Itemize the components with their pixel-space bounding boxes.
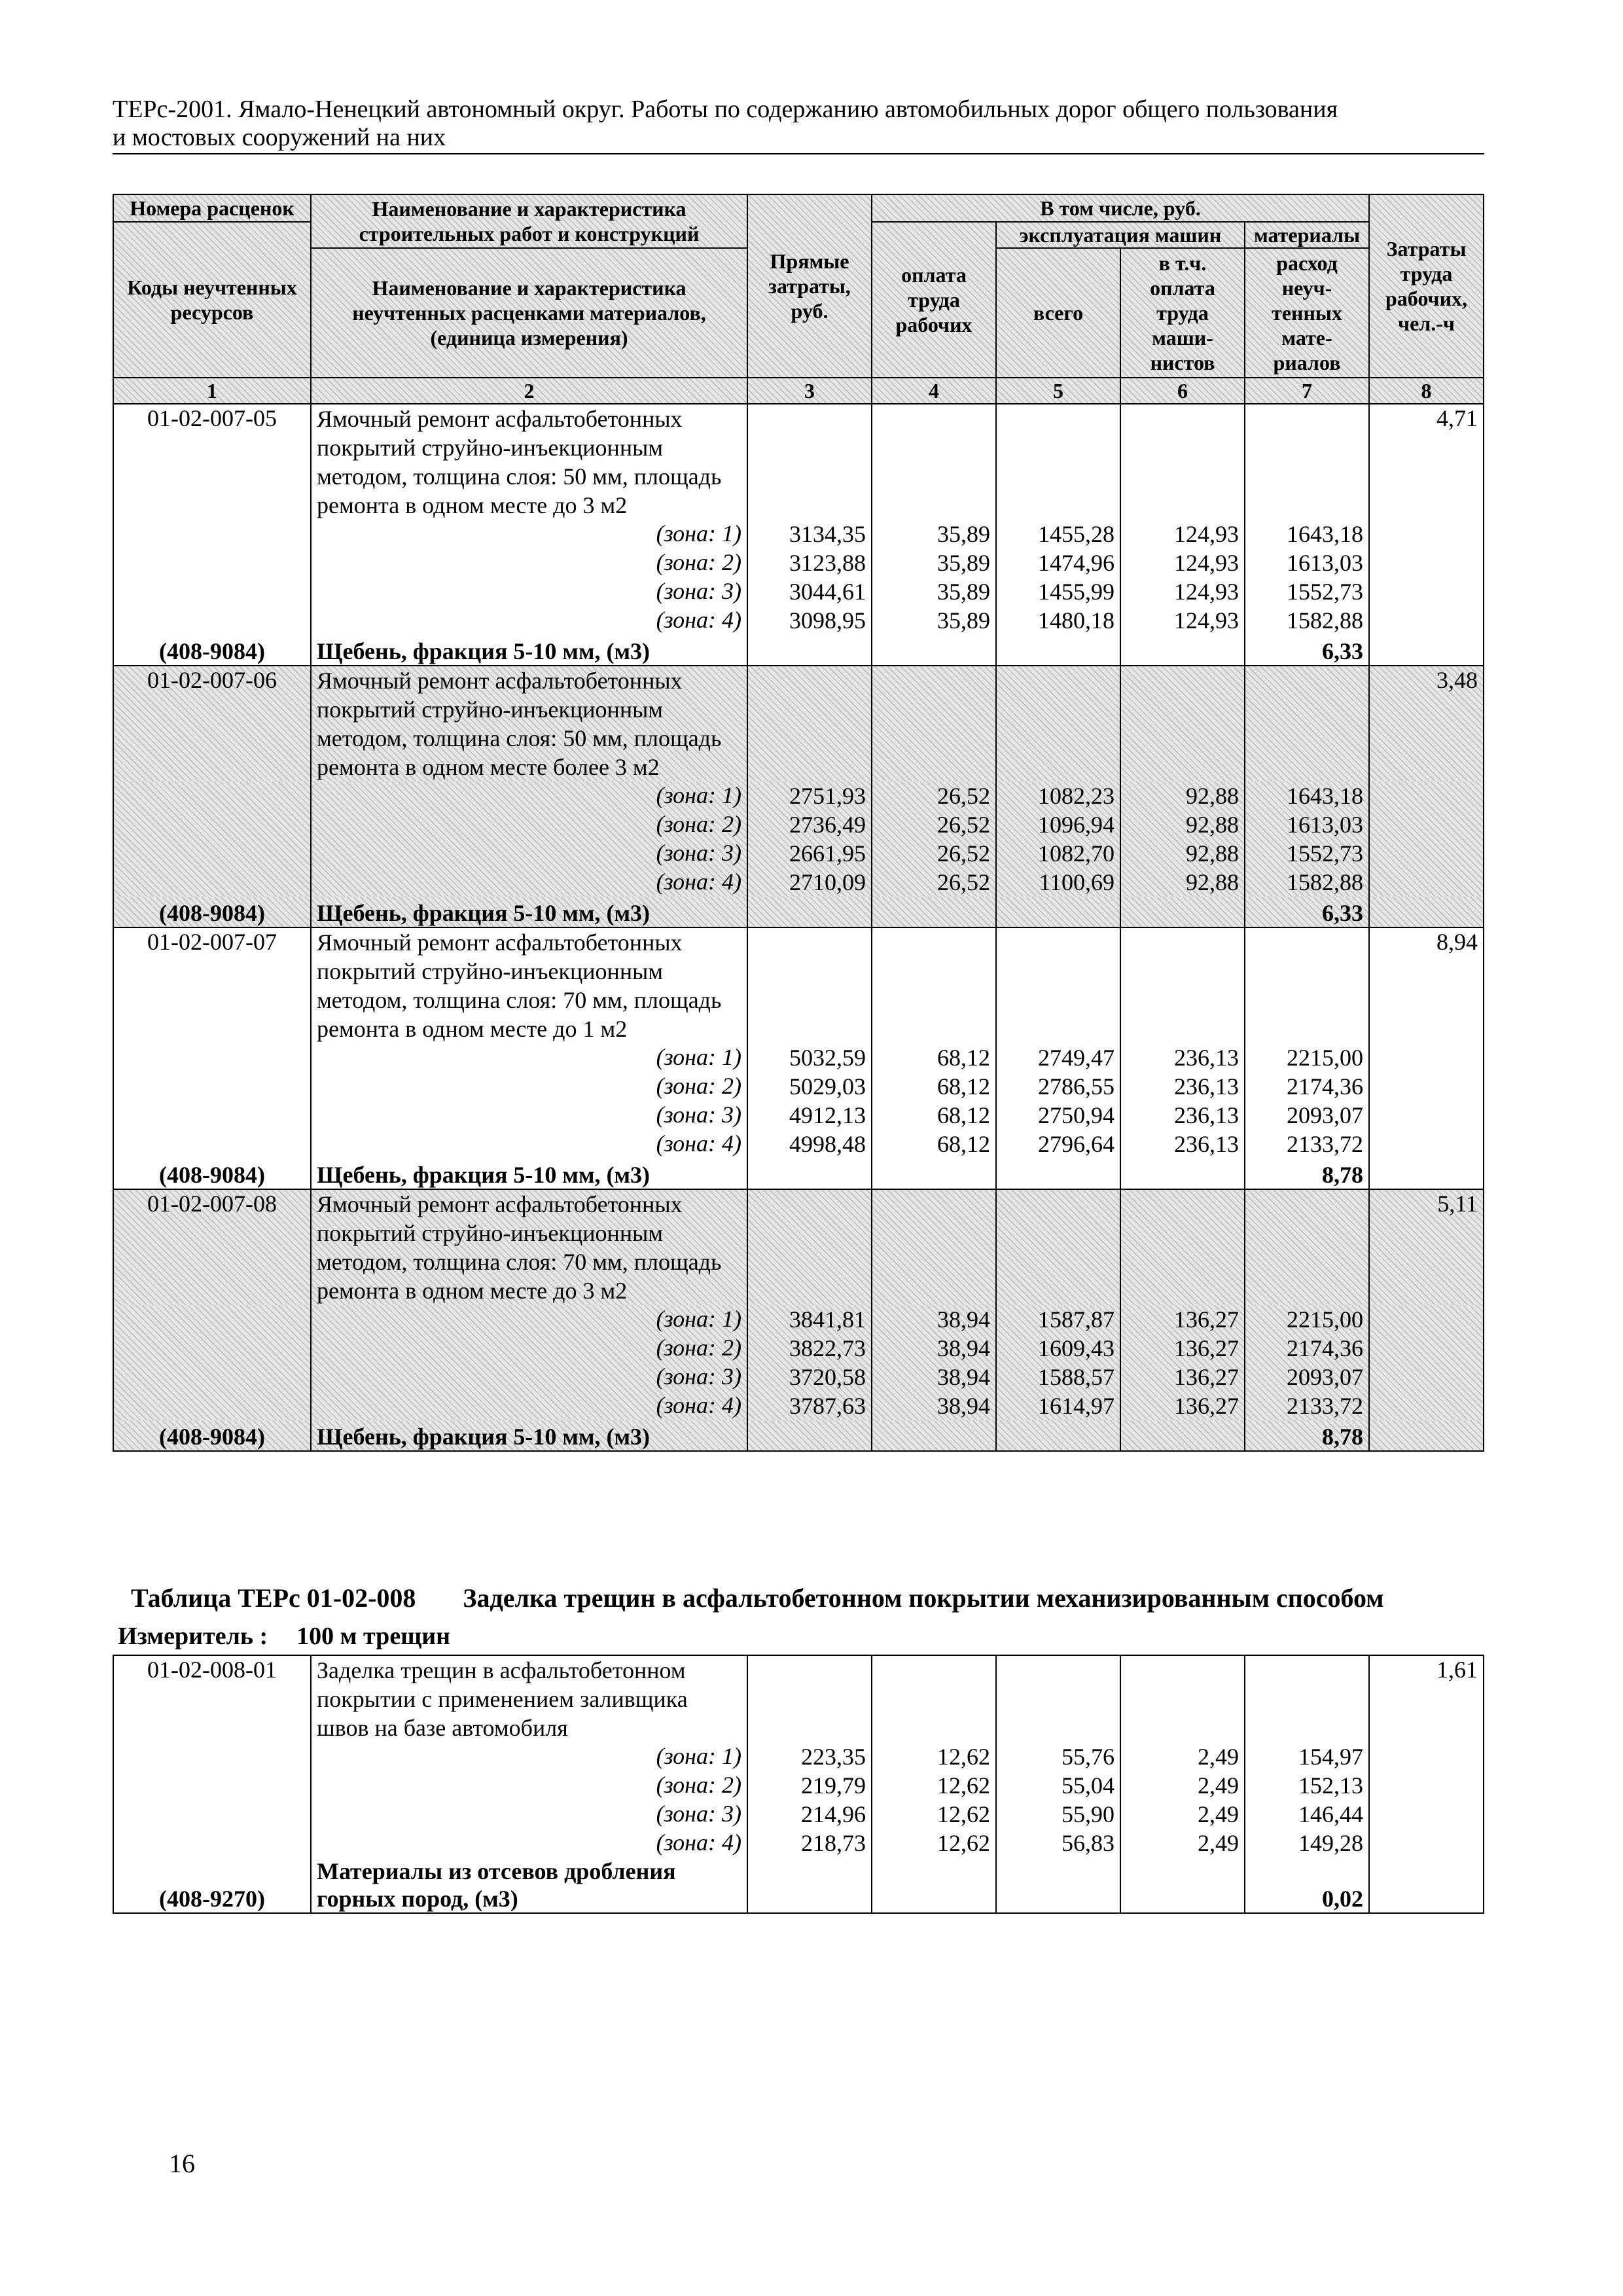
material-value: 8,78 <box>1245 1420 1369 1451</box>
rate-row <box>113 1655 1484 1742</box>
wages-value: 68,12 <box>937 1102 990 1128</box>
wages-value: 12,62 <box>937 1801 990 1827</box>
empty-cell <box>872 927 996 1043</box>
materials-value: 152,13 <box>1298 1772 1363 1799</box>
material-row <box>113 1857 1484 1913</box>
machines-header: эксплуатация машин <box>996 222 1245 248</box>
rate-code: 01-02-007-06 <box>113 666 311 781</box>
direct-value: 3134,35 <box>789 521 866 547</box>
rate-row <box>113 1189 1484 1305</box>
machines-value: 1474,96 <box>1038 550 1115 576</box>
table2-body <box>113 1655 1484 1913</box>
empty-cell <box>1369 1158 1484 1189</box>
empty-cell <box>996 1158 1120 1189</box>
direct-value: 2661,95 <box>789 840 866 867</box>
rate-name: Ямочный ремонт асфальтобетонных покрытий струйно-инъекционным методом, толщина слоя: 70 мм, площадь ремонта в одном месте до 3 м2 <box>311 1189 747 1305</box>
wages-value: 26,52 <box>937 812 990 838</box>
operators-value: 124,93 <box>1174 579 1239 605</box>
material-code: (408-9084) <box>113 1158 311 1189</box>
rate-row <box>113 927 1484 1043</box>
wages-value: 68,12 <box>937 1073 990 1100</box>
operators-value: 92,88 <box>1186 840 1239 867</box>
wages-value: 35,89 <box>937 521 990 547</box>
empty-cell <box>872 404 996 520</box>
rates-body <box>113 404 1484 1451</box>
col3-header: Прямые затраты, руб. <box>747 194 872 378</box>
wages-values <box>872 1305 996 1420</box>
operators-values <box>1120 520 1245 635</box>
zone-label: (зона: 1) <box>656 1306 741 1332</box>
zone-labels <box>311 781 747 897</box>
materials-value: 1643,18 <box>1287 783 1363 809</box>
direct-value: 2736,49 <box>789 812 866 838</box>
machines-value: 2750,94 <box>1038 1102 1115 1128</box>
column-number: 1 <box>113 378 311 404</box>
column-number: 3 <box>747 378 872 404</box>
empty-cell <box>1245 404 1369 520</box>
materials-value: 2093,07 <box>1287 1364 1363 1390</box>
rate-code: 01-02-007-05 <box>113 404 311 520</box>
col4-header: оплата труда рабочих <box>872 222 996 378</box>
machines-value: 2796,64 <box>1038 1131 1115 1157</box>
zone-label: (зона: 3) <box>656 1801 741 1827</box>
wages-value: 35,89 <box>937 579 990 605</box>
materials-values <box>1245 520 1369 635</box>
empty-cell <box>996 1857 1120 1913</box>
direct-value: 4998,48 <box>789 1131 866 1157</box>
materials-value: 146,44 <box>1298 1801 1363 1827</box>
empty-cell <box>1245 1189 1369 1305</box>
zone-labels <box>311 1305 747 1420</box>
labor-cost: 4,71 <box>1369 404 1484 520</box>
column-number: 7 <box>1245 378 1369 404</box>
rate-name: Заделка трещин в асфальтобетонном покрытии с применением заливщика швов на базе автомобиля <box>311 1655 747 1742</box>
direct-value: 214,96 <box>801 1801 866 1827</box>
empty-cell <box>872 1158 996 1189</box>
operators-value: 2,49 <box>1198 1744 1239 1770</box>
header-line-1: ТЕРс-2001. Ямало-Ненецкий автономный округ. Работы по содержанию автомобильных дорог общего пользования <box>113 96 1338 123</box>
rate-code: 01-02-008-01 <box>113 1655 311 1742</box>
empty-cell <box>996 404 1120 520</box>
materials-value: 2093,07 <box>1287 1102 1363 1128</box>
col1-header-bottom: Коды неучтенных ресурсов <box>113 222 311 378</box>
operators-value: 92,88 <box>1186 783 1239 809</box>
empty-cell <box>996 1655 1120 1742</box>
document-header <box>113 96 1484 154</box>
materials-value: 1613,03 <box>1287 812 1363 838</box>
empty-cell <box>1120 1158 1245 1189</box>
materials-value: 1582,88 <box>1287 869 1363 895</box>
empty-cell <box>747 666 872 781</box>
materials-value: 1643,18 <box>1287 521 1363 547</box>
operators-value: 92,88 <box>1186 812 1239 838</box>
direct-value: 3787,63 <box>789 1393 866 1419</box>
empty-cell <box>1369 1742 1484 1857</box>
empty-cell <box>113 1305 311 1420</box>
col6-header: в т.ч. оплата труда маши-нистов <box>1120 248 1245 378</box>
material-row <box>113 897 1484 927</box>
column-number: 5 <box>996 378 1120 404</box>
empty-cell <box>1369 1420 1484 1451</box>
empty-cell <box>1120 1857 1245 1913</box>
zone-label: (зона: 1) <box>656 782 741 808</box>
empty-cell <box>1369 635 1484 666</box>
wages-value: 12,62 <box>937 1744 990 1770</box>
materials-value: 2174,36 <box>1287 1335 1363 1361</box>
machines-value: 2786,55 <box>1038 1073 1115 1100</box>
materials-value: 154,97 <box>1298 1744 1363 1770</box>
material-value: 0,02 <box>1245 1857 1369 1913</box>
materials-value: 2133,72 <box>1287 1131 1363 1157</box>
col1-header-top: Номера расценок <box>113 194 311 222</box>
material-code: (408-9270) <box>113 1857 311 1913</box>
material-code: (408-9084) <box>113 897 311 927</box>
materials-values <box>1245 1742 1369 1857</box>
rate-name: Ямочный ремонт асфальтобетонных покрытий струйно-инъекционным методом, толщина слоя: 70 мм, площадь ремонта в одном месте до 1 м2 <box>311 927 747 1043</box>
zone-label: (зона: 2) <box>656 1772 741 1798</box>
wages-value: 26,52 <box>937 869 990 895</box>
materials-value: 1552,73 <box>1287 579 1363 605</box>
machines-value: 1455,99 <box>1038 579 1115 605</box>
operators-value: 2,49 <box>1198 1772 1239 1799</box>
wages-values <box>872 1742 996 1857</box>
operators-value: 236,13 <box>1174 1131 1239 1157</box>
zone-label: (зона: 2) <box>656 549 741 575</box>
operators-values <box>1120 1043 1245 1158</box>
direct-value: 3720,58 <box>789 1364 866 1390</box>
wages-value: 35,89 <box>937 550 990 576</box>
direct-value: 219,79 <box>801 1772 866 1799</box>
zone-label: (зона: 4) <box>656 869 741 895</box>
empty-cell <box>872 1857 996 1913</box>
empty-cell <box>747 1189 872 1305</box>
zone-label: (зона: 2) <box>656 1073 741 1099</box>
machines-value: 55,76 <box>1061 1744 1115 1770</box>
table2-name: Заделка трещин в асфальтобетонном покрытии механизированным способом <box>463 1583 1384 1613</box>
empty-cell <box>1245 666 1369 781</box>
direct-values <box>747 1742 872 1857</box>
operators-value: 2,49 <box>1198 1801 1239 1827</box>
direct-value: 218,73 <box>801 1830 866 1856</box>
empty-cell <box>747 1420 872 1451</box>
wages-value: 38,94 <box>937 1335 990 1361</box>
table2-title <box>131 1583 1492 1613</box>
direct-value: 3841,81 <box>789 1306 866 1333</box>
table2-unit <box>118 1622 450 1651</box>
material-value: 6,33 <box>1245 897 1369 927</box>
zone-label: (зона: 3) <box>656 1102 741 1128</box>
rate-name: Ямочный ремонт асфальтобетонных покрытий струйно-инъекционным методом, толщина слоя: 50 мм, площадь ремонта в одном месте более 3 м2 <box>311 666 747 781</box>
unit-label: Измеритель : <box>118 1623 268 1650</box>
material-name: Щебень, фракция 5-10 мм, (м3) <box>311 1158 747 1189</box>
empty-cell <box>747 927 872 1043</box>
wages-value: 68,12 <box>937 1045 990 1071</box>
empty-cell <box>1120 666 1245 781</box>
table2-label: Таблица ТЕРс 01-02-008 <box>131 1583 416 1613</box>
empty-cell <box>113 1043 311 1158</box>
direct-values <box>747 1043 872 1158</box>
wages-value: 38,94 <box>937 1306 990 1333</box>
zone-values-row <box>113 1043 1484 1158</box>
zone-label: (зона: 4) <box>656 1829 741 1856</box>
materials-value: 1613,03 <box>1287 550 1363 576</box>
machines-value: 1096,94 <box>1038 812 1115 838</box>
labor-cost: 1,61 <box>1369 1655 1484 1742</box>
zone-values-row <box>113 781 1484 897</box>
header-line-2: и мостовых сооружений на них <box>113 124 446 151</box>
materials-value: 2215,00 <box>1287 1306 1363 1333</box>
machines-value: 1614,97 <box>1038 1393 1115 1419</box>
col7-header: расход неуч-тенных мате-риалов <box>1245 248 1369 378</box>
zone-label: (зона: 1) <box>656 1044 741 1070</box>
empty-cell <box>747 1158 872 1189</box>
rate-row <box>113 404 1484 520</box>
direct-values <box>747 781 872 897</box>
machines-value: 1082,23 <box>1038 783 1115 809</box>
machines-values <box>996 1305 1120 1420</box>
zone-label: (зона: 1) <box>656 1743 741 1769</box>
empty-cell <box>1369 1305 1484 1420</box>
empty-cell <box>1120 635 1245 666</box>
machines-value: 2749,47 <box>1038 1045 1115 1071</box>
rate-row <box>113 666 1484 781</box>
direct-value: 3044,61 <box>789 579 866 605</box>
wages-value: 12,62 <box>937 1772 990 1799</box>
machines-value: 1587,87 <box>1038 1306 1115 1333</box>
material-name: Щебень, фракция 5-10 мм, (м3) <box>311 897 747 927</box>
material-name: Материалы из отсевов дробления горных пород, (м3) <box>311 1857 747 1913</box>
operators-value: 124,93 <box>1174 521 1239 547</box>
material-name: Щебень, фракция 5-10 мм, (м3) <box>311 1420 747 1451</box>
wages-value: 35,89 <box>937 607 990 634</box>
labor-cost: 5,11 <box>1369 1189 1484 1305</box>
empty-cell <box>996 897 1120 927</box>
empty-cell <box>747 1655 872 1742</box>
wages-value: 68,12 <box>937 1131 990 1157</box>
operators-value: 136,27 <box>1174 1393 1239 1419</box>
empty-cell <box>1369 1857 1484 1913</box>
operators-value: 136,27 <box>1174 1306 1239 1333</box>
machines-value: 1609,43 <box>1038 1335 1115 1361</box>
material-row <box>113 1420 1484 1451</box>
zone-label: (зона: 2) <box>656 1335 741 1361</box>
zone-labels <box>311 520 747 635</box>
zone-label: (зона: 3) <box>656 578 741 604</box>
zone-label: (зона: 4) <box>656 607 741 633</box>
material-value: 6,33 <box>1245 635 1369 666</box>
materials-values <box>1245 781 1369 897</box>
zone-values-row <box>113 1305 1484 1420</box>
empty-cell <box>1120 1420 1245 1451</box>
page-number: 16 <box>169 2149 195 2178</box>
direct-values <box>747 1305 872 1420</box>
material-code: (408-9084) <box>113 1420 311 1451</box>
machines-values <box>996 1742 1120 1857</box>
machines-value: 56,83 <box>1061 1830 1115 1856</box>
empty-cell <box>996 927 1120 1043</box>
empty-cell <box>872 1655 996 1742</box>
labor-cost: 8,94 <box>1369 927 1484 1043</box>
empty-cell <box>747 897 872 927</box>
material-name: Щебень, фракция 5-10 мм, (м3) <box>311 635 747 666</box>
empty-cell <box>1120 1189 1245 1305</box>
empty-cell <box>1369 520 1484 635</box>
empty-cell <box>996 1189 1120 1305</box>
direct-value: 223,35 <box>801 1744 866 1770</box>
empty-cell <box>872 1189 996 1305</box>
zone-values-row <box>113 1742 1484 1857</box>
direct-values <box>747 520 872 635</box>
machines-values <box>996 1043 1120 1158</box>
rate-code: 01-02-007-08 <box>113 1189 311 1305</box>
col2-header-top: Наименование и характеристика строительных работ и конструкций <box>311 194 747 248</box>
zone-label: (зона: 2) <box>656 811 741 837</box>
wages-value: 26,52 <box>937 840 990 867</box>
materials-value: 2174,36 <box>1287 1073 1363 1100</box>
operators-value: 136,27 <box>1174 1364 1239 1390</box>
empty-cell <box>872 1420 996 1451</box>
empty-cell <box>1120 404 1245 520</box>
machines-values <box>996 781 1120 897</box>
empty-cell <box>872 897 996 927</box>
material-row <box>113 1158 1484 1189</box>
zone-labels <box>311 1742 747 1857</box>
machines-value: 55,90 <box>1061 1801 1115 1827</box>
empty-cell <box>872 666 996 781</box>
rates-table <box>113 194 1484 1452</box>
table2 <box>113 1655 1484 1914</box>
material-row <box>113 635 1484 666</box>
empty-cell <box>996 635 1120 666</box>
unit-value: 100 м трещин <box>296 1623 451 1650</box>
materials-value: 1582,88 <box>1287 607 1363 634</box>
machines-value: 1455,28 <box>1038 521 1115 547</box>
empty-cell <box>747 1857 872 1913</box>
wages-value: 12,62 <box>937 1830 990 1856</box>
operators-values <box>1120 1305 1245 1420</box>
column-number: 4 <box>872 378 996 404</box>
column-number: 8 <box>1369 378 1484 404</box>
zone-label: (зона: 1) <box>656 520 741 547</box>
empty-cell <box>1369 781 1484 897</box>
materials-values <box>1245 1305 1369 1420</box>
operators-value: 124,93 <box>1174 550 1239 576</box>
zone-label: (зона: 4) <box>656 1130 741 1157</box>
empty-cell <box>113 520 311 635</box>
materials-value: 2215,00 <box>1287 1045 1363 1071</box>
direct-value: 2751,93 <box>789 783 866 809</box>
wages-values <box>872 1043 996 1158</box>
empty-cell <box>1369 897 1484 927</box>
wages-value: 38,94 <box>937 1393 990 1419</box>
zone-values-row <box>113 520 1484 635</box>
machines-values <box>996 520 1120 635</box>
group-header: В том числе, руб. <box>872 194 1369 222</box>
wages-value: 26,52 <box>937 783 990 809</box>
col8-header: Затраты труда рабочих, чел.-ч <box>1369 194 1484 378</box>
wages-values <box>872 781 996 897</box>
zone-labels <box>311 1043 747 1158</box>
empty-cell <box>1120 897 1245 927</box>
materials-value: 1552,73 <box>1287 840 1363 867</box>
direct-value: 3123,88 <box>789 550 866 576</box>
operators-value: 124,93 <box>1174 607 1239 634</box>
zone-label: (зона: 3) <box>656 840 741 866</box>
column-number: 2 <box>311 378 747 404</box>
empty-cell <box>1369 1043 1484 1158</box>
materials-header: материалы <box>1245 222 1369 248</box>
operators-value: 2,49 <box>1198 1830 1239 1856</box>
machines-value: 55,04 <box>1061 1772 1115 1799</box>
machines-value: 1082,70 <box>1038 840 1115 867</box>
direct-value: 2710,09 <box>789 869 866 895</box>
machines-value: 1588,57 <box>1038 1364 1115 1390</box>
operators-value: 236,13 <box>1174 1102 1239 1128</box>
empty-cell <box>872 635 996 666</box>
empty-cell <box>113 1742 311 1857</box>
col2-header-bottom: Наименование и характеристика неучтенных расценками материалов, (единица измерения) <box>311 248 747 378</box>
direct-value: 5029,03 <box>789 1073 866 1100</box>
operators-value: 236,13 <box>1174 1073 1239 1100</box>
operators-value: 236,13 <box>1174 1045 1239 1071</box>
empty-cell <box>113 781 311 897</box>
operators-values <box>1120 1742 1245 1857</box>
machines-value: 1100,69 <box>1039 869 1115 895</box>
empty-cell <box>1245 1655 1369 1742</box>
material-code: (408-9084) <box>113 635 311 666</box>
empty-cell <box>1120 927 1245 1043</box>
wages-values <box>872 520 996 635</box>
operators-values <box>1120 781 1245 897</box>
col5-header: всего <box>996 248 1120 378</box>
empty-cell <box>1245 927 1369 1043</box>
empty-cell <box>747 635 872 666</box>
machines-value: 1480,18 <box>1038 607 1115 634</box>
materials-value: 149,28 <box>1298 1830 1363 1856</box>
column-number: 6 <box>1120 378 1245 404</box>
direct-value: 3098,95 <box>789 607 866 634</box>
empty-cell <box>1120 1655 1245 1742</box>
direct-value: 4912,13 <box>789 1102 866 1128</box>
operators-value: 92,88 <box>1186 869 1239 895</box>
zone-label: (зона: 4) <box>656 1392 741 1418</box>
materials-value: 2133,72 <box>1287 1393 1363 1419</box>
rate-code: 01-02-007-07 <box>113 927 311 1043</box>
zone-label: (зона: 3) <box>656 1363 741 1390</box>
material-value: 8,78 <box>1245 1158 1369 1189</box>
empty-cell <box>996 1420 1120 1451</box>
wages-value: 38,94 <box>937 1364 990 1390</box>
materials-values <box>1245 1043 1369 1158</box>
labor-cost: 3,48 <box>1369 666 1484 781</box>
direct-value: 3822,73 <box>789 1335 866 1361</box>
empty-cell <box>996 666 1120 781</box>
operators-value: 136,27 <box>1174 1335 1239 1361</box>
empty-cell <box>747 404 872 520</box>
rate-name: Ямочный ремонт асфальтобетонных покрытий струйно-инъекционным методом, толщина слоя: 50 мм, площадь ремонта в одном месте до 3 м2 <box>311 404 747 520</box>
direct-value: 5032,59 <box>789 1045 866 1071</box>
